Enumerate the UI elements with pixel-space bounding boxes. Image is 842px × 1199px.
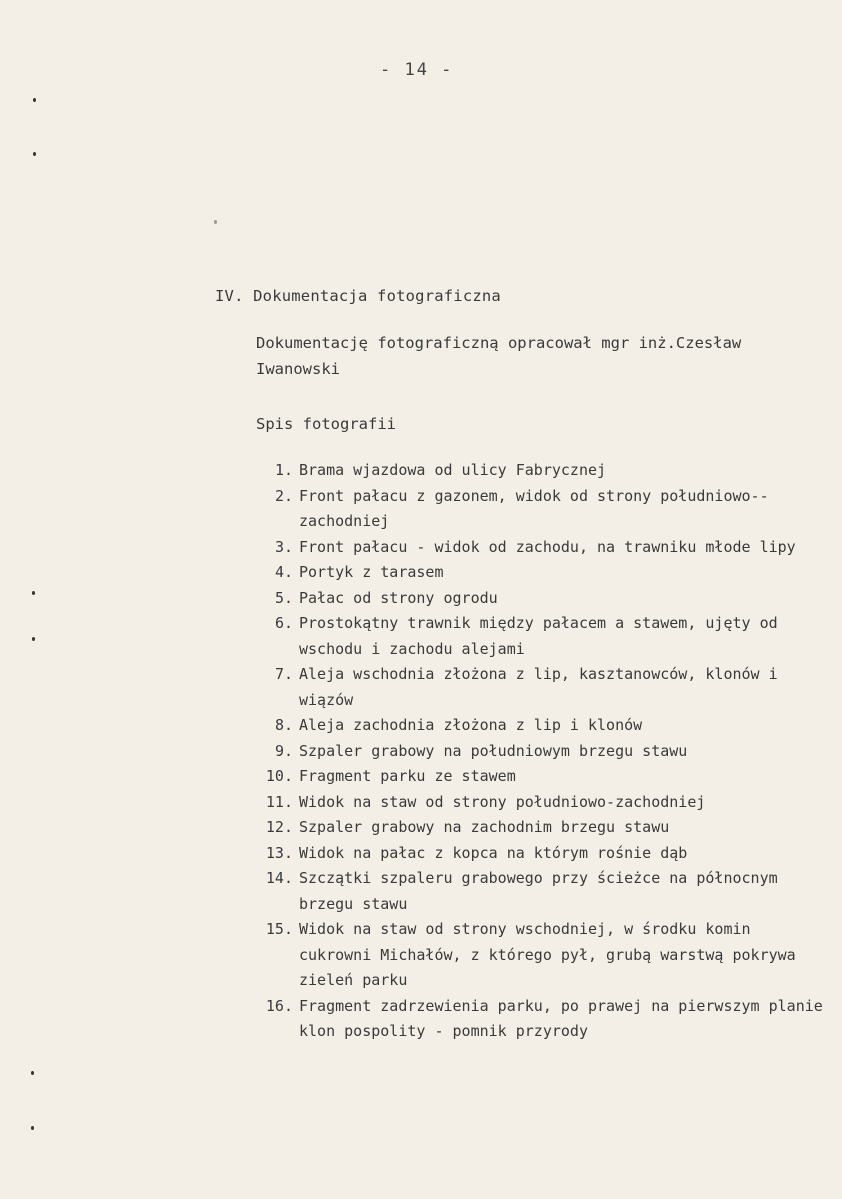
- item-number: 12.: [265, 818, 293, 836]
- item-text: Widok na staw od strony wschodniej, w środku komin cukrowni Michałów, z którego pył, grubą warstwą pokrywa zieleń parku: [299, 920, 796, 989]
- item-text: Widok na staw od strony południowo-zachodniej: [299, 792, 706, 811]
- item-number: 7.: [274, 665, 293, 683]
- section-heading: IV. Dokumentacja fotograficzna: [215, 287, 501, 305]
- item-number: 1.: [274, 461, 293, 479]
- list-item: [245, 994, 830, 1045]
- item-number: 16.: [265, 996, 293, 1015]
- list-item: [245, 713, 830, 739]
- list-item: [245, 662, 830, 713]
- item-number: 15.: [265, 920, 293, 938]
- item-text: Aleja zachodnia złożona z lip i klonów: [299, 716, 643, 734]
- list-item: [245, 484, 830, 535]
- item-number: 6.: [274, 614, 293, 632]
- item-text: Szczątki szpaleru grabowego przy ścieżce na północnym brzegu stawu: [299, 869, 778, 913]
- scan-speck: [32, 637, 35, 641]
- item-number: 5.: [274, 588, 293, 607]
- list-title: Spis fotografii: [256, 415, 396, 433]
- scan-speck: [33, 152, 36, 156]
- item-number: 11.: [265, 792, 293, 811]
- item-text: Fragment zadrzewienia parku, po prawej na pierwszym planie klon pospolity - pomnik przyrody: [299, 996, 823, 1040]
- list-item: [245, 586, 830, 612]
- item-number: 3.: [274, 537, 293, 556]
- item-text: Front pałacu - widok od zachodu, na trawniku młode lipy: [299, 537, 796, 556]
- list-item: [245, 739, 830, 765]
- item-text: Front pałacu z gazonem, widok od strony południowo--zachodniej: [299, 486, 769, 530]
- scan-speck: [214, 220, 217, 224]
- item-text: Widok na pałac z kopca na którym rośnie dąb: [299, 843, 688, 862]
- item-number: 4.: [274, 563, 293, 581]
- item-text: Szpaler grabowy na zachodnim brzegu stawu: [299, 818, 670, 836]
- item-text: Brama wjazdowa od ulicy Fabrycznej: [299, 461, 607, 479]
- item-number: 9.: [274, 741, 293, 760]
- list-item: [245, 815, 830, 841]
- item-text: Prostokątny trawnik między pałacem a stawem, ujęty od wschodu i zachodu alejami: [299, 614, 778, 658]
- item-text: Aleja wschodnia złożona z lip, kasztanowców, klonów i wiązów: [299, 665, 778, 709]
- item-number: 8.: [274, 716, 293, 734]
- list-item: [245, 458, 830, 484]
- item-number: 10.: [265, 767, 293, 785]
- item-text: Portyk z tarasem: [299, 563, 444, 581]
- list-item: [245, 764, 830, 790]
- scan-speck: [33, 98, 36, 102]
- list-item: [245, 560, 830, 586]
- list-item: [245, 866, 830, 917]
- list-item: [245, 790, 830, 816]
- scan-speck: [31, 1071, 34, 1075]
- item-text: Fragment parku ze stawem: [299, 767, 516, 785]
- item-number: 13.: [265, 843, 293, 862]
- scan-speck: [32, 591, 35, 595]
- item-number: 2.: [274, 486, 293, 505]
- list-item: [245, 535, 830, 561]
- list-item: [245, 611, 830, 662]
- item-text: Pałac od strony ogrodu: [299, 588, 498, 607]
- photo-list: [245, 458, 830, 1045]
- list-item: [245, 841, 830, 867]
- page-number: - 14 -: [380, 60, 454, 80]
- intro-paragraph: Dokumentację fotograficzną opracował mgr inż.Czesław Iwanowski: [256, 334, 742, 378]
- list-item: [245, 917, 830, 994]
- scan-speck: [31, 1126, 34, 1130]
- item-text: Szpaler grabowy na południowym brzegu stawu: [299, 741, 688, 760]
- item-number: 14.: [265, 869, 293, 887]
